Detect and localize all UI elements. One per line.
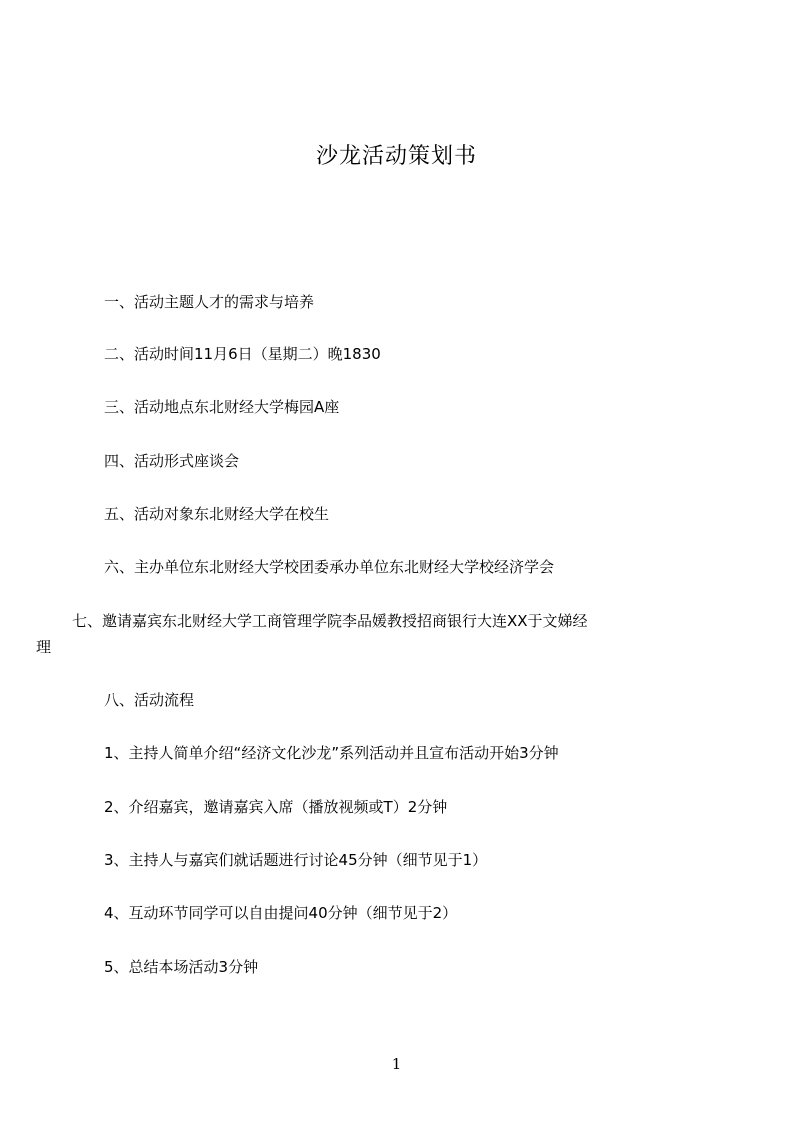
item-time: 二、活动时间11月6日（星期二）晚1830 <box>104 345 381 363</box>
item-organizers: 六、主办单位东北财经大学校团委承办单位东北财经大学校经济学会 <box>104 558 555 576</box>
item-process-heading: 八、活动流程 <box>104 691 195 709</box>
item-guests-line-2: 理 <box>36 638 52 656</box>
process-step: 2、介绍嘉宾，邀请嘉宾入席（播放视频或T）2分钟 <box>104 798 448 816</box>
page-number: 1 <box>391 1055 402 1073</box>
process-step: 5、总结本场活动3分钟 <box>104 958 259 976</box>
process-step: 3、主持人与嘉宾们就话题进行讨论45分钟（细节见于1） <box>104 851 488 869</box>
item-audience: 五、活动对象东北财经大学在校生 <box>104 505 330 523</box>
page-title: 沙龙活动策划书 <box>315 144 477 169</box>
item-location: 三、活动地点东北财经大学梅园A座 <box>104 398 340 416</box>
item-guests-line-1: 七、邀请嘉宾东北财经大学工商管理学院李品媛教授招商银行大连XX于文娣经 <box>72 612 588 630</box>
item-format: 四、活动形式座谈会 <box>104 452 240 470</box>
process-step: 1、主持人简单介绍“经济文化沙龙”系列活动并且宣布活动开始3分钟 <box>104 744 559 762</box>
process-step: 4、互动环节同学可以自由提问40分钟（细节见于2） <box>104 904 458 922</box>
item-guests <box>36 608 704 660</box>
item-topic: 一、活动主题人才的需求与培养 <box>104 293 315 311</box>
